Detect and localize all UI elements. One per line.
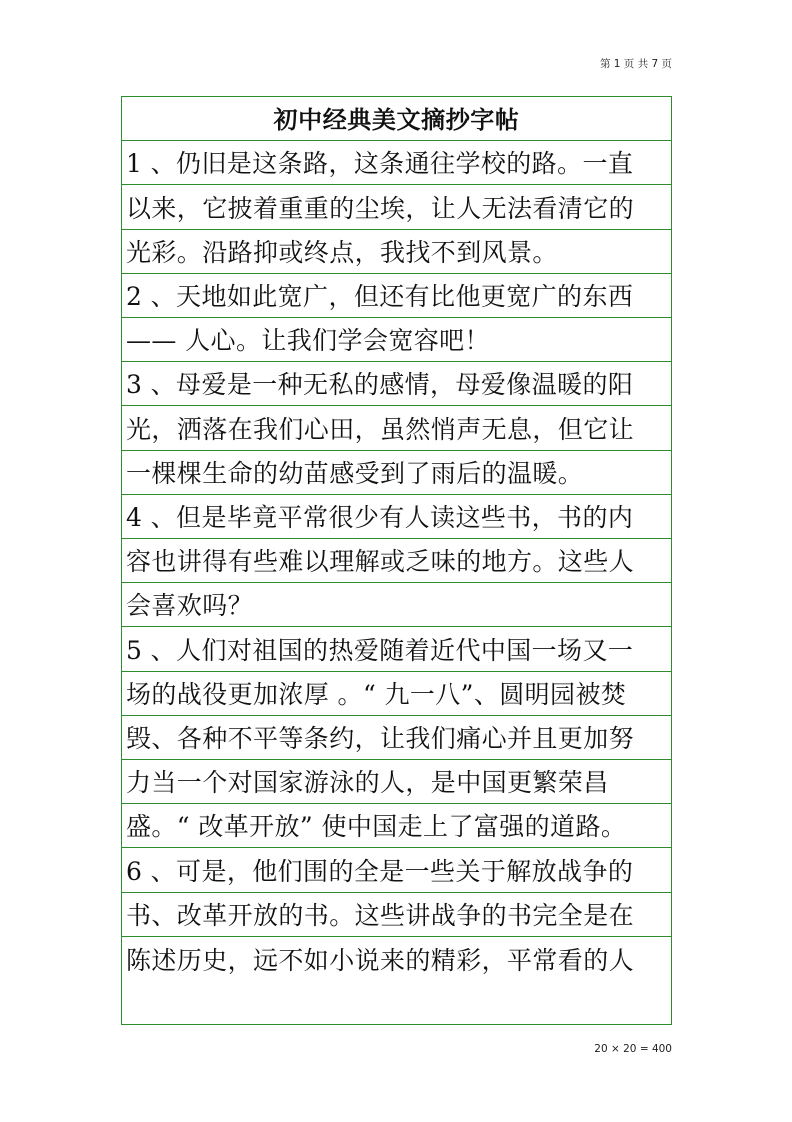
- text-line: 书、改革开放的书。这些讲战争的书完全是在: [126, 900, 635, 930]
- text-line: —— 人心。让我们学会宽容吧！: [126, 326, 490, 356]
- text-row: [122, 627, 671, 671]
- text-line: 毁、各种不平等条约，让我们痛心并且更加努: [126, 723, 635, 753]
- text-row: [122, 804, 671, 848]
- copybook-grid: [121, 96, 672, 1025]
- page-number-header: 第 1 页 共 7 页: [599, 58, 672, 70]
- text-line: 会喜欢吗？: [126, 591, 254, 621]
- text-line: 以来，它披着重重的尘埃，让人无法看清它的: [126, 193, 635, 223]
- text-line: 一棵棵生命的幼苗感受到了雨后的温暖。: [126, 458, 584, 488]
- text-line: 4 、但是毕竟平常很少有人读这些书，书的内: [126, 502, 634, 532]
- text-line: 容也讲得有些难以理解或乏味的地方。这些人: [126, 547, 635, 577]
- document-title: 初中经典美文摘抄字帖: [273, 105, 520, 135]
- text-row: [122, 760, 671, 804]
- text-row: [122, 406, 671, 450]
- text-row: [122, 583, 671, 627]
- text-row: [122, 539, 671, 583]
- text-line: 5 、人们对祖国的热爱随着近代中国一场又一: [126, 635, 634, 665]
- text-line: 6 、可是，他们围的全是一些关于解放战争的: [126, 856, 634, 886]
- text-line: 3 、母爱是一种无私的感情，母爱像温暖的阳: [126, 370, 634, 400]
- text-row: [122, 141, 671, 185]
- text-row: [122, 362, 671, 406]
- text-line: 1 、仍旧是这条路，这条通往学校的路。一直: [126, 149, 634, 179]
- text-line: 力当一个对国家游泳的人，是中国更繁荣昌: [126, 768, 609, 798]
- text-line: 场的战役更加浓厚 。“ 九一八”、圆明园被焚: [126, 679, 627, 709]
- text-row: [122, 495, 671, 539]
- text-line: 盛。“ 改革开放” 使中国走上了富强的道路。: [126, 812, 627, 842]
- text-row: [122, 274, 671, 318]
- text-row: [122, 185, 671, 229]
- text-row: [122, 848, 671, 892]
- grid-count-footer: 20 × 20 = 400: [594, 1043, 672, 1055]
- text-line: 2 、天地如此宽广，但还有比他更宽广的东西: [126, 281, 634, 311]
- text-line: 光，洒落在我们心田，虽然悄声无息，但它让: [126, 414, 635, 444]
- text-row: [122, 318, 671, 362]
- text-row: [122, 893, 671, 937]
- title-row: [122, 97, 671, 141]
- text-row: [122, 672, 671, 716]
- text-row: [122, 230, 671, 274]
- text-line: 陈述历史，远不如小说来的精彩，平常看的人: [126, 945, 635, 975]
- text-row: [122, 716, 671, 760]
- text-line: 光彩。沿路抑或终点，我找不到风景。: [126, 237, 558, 267]
- text-row: [122, 937, 671, 1024]
- text-row: [122, 451, 671, 495]
